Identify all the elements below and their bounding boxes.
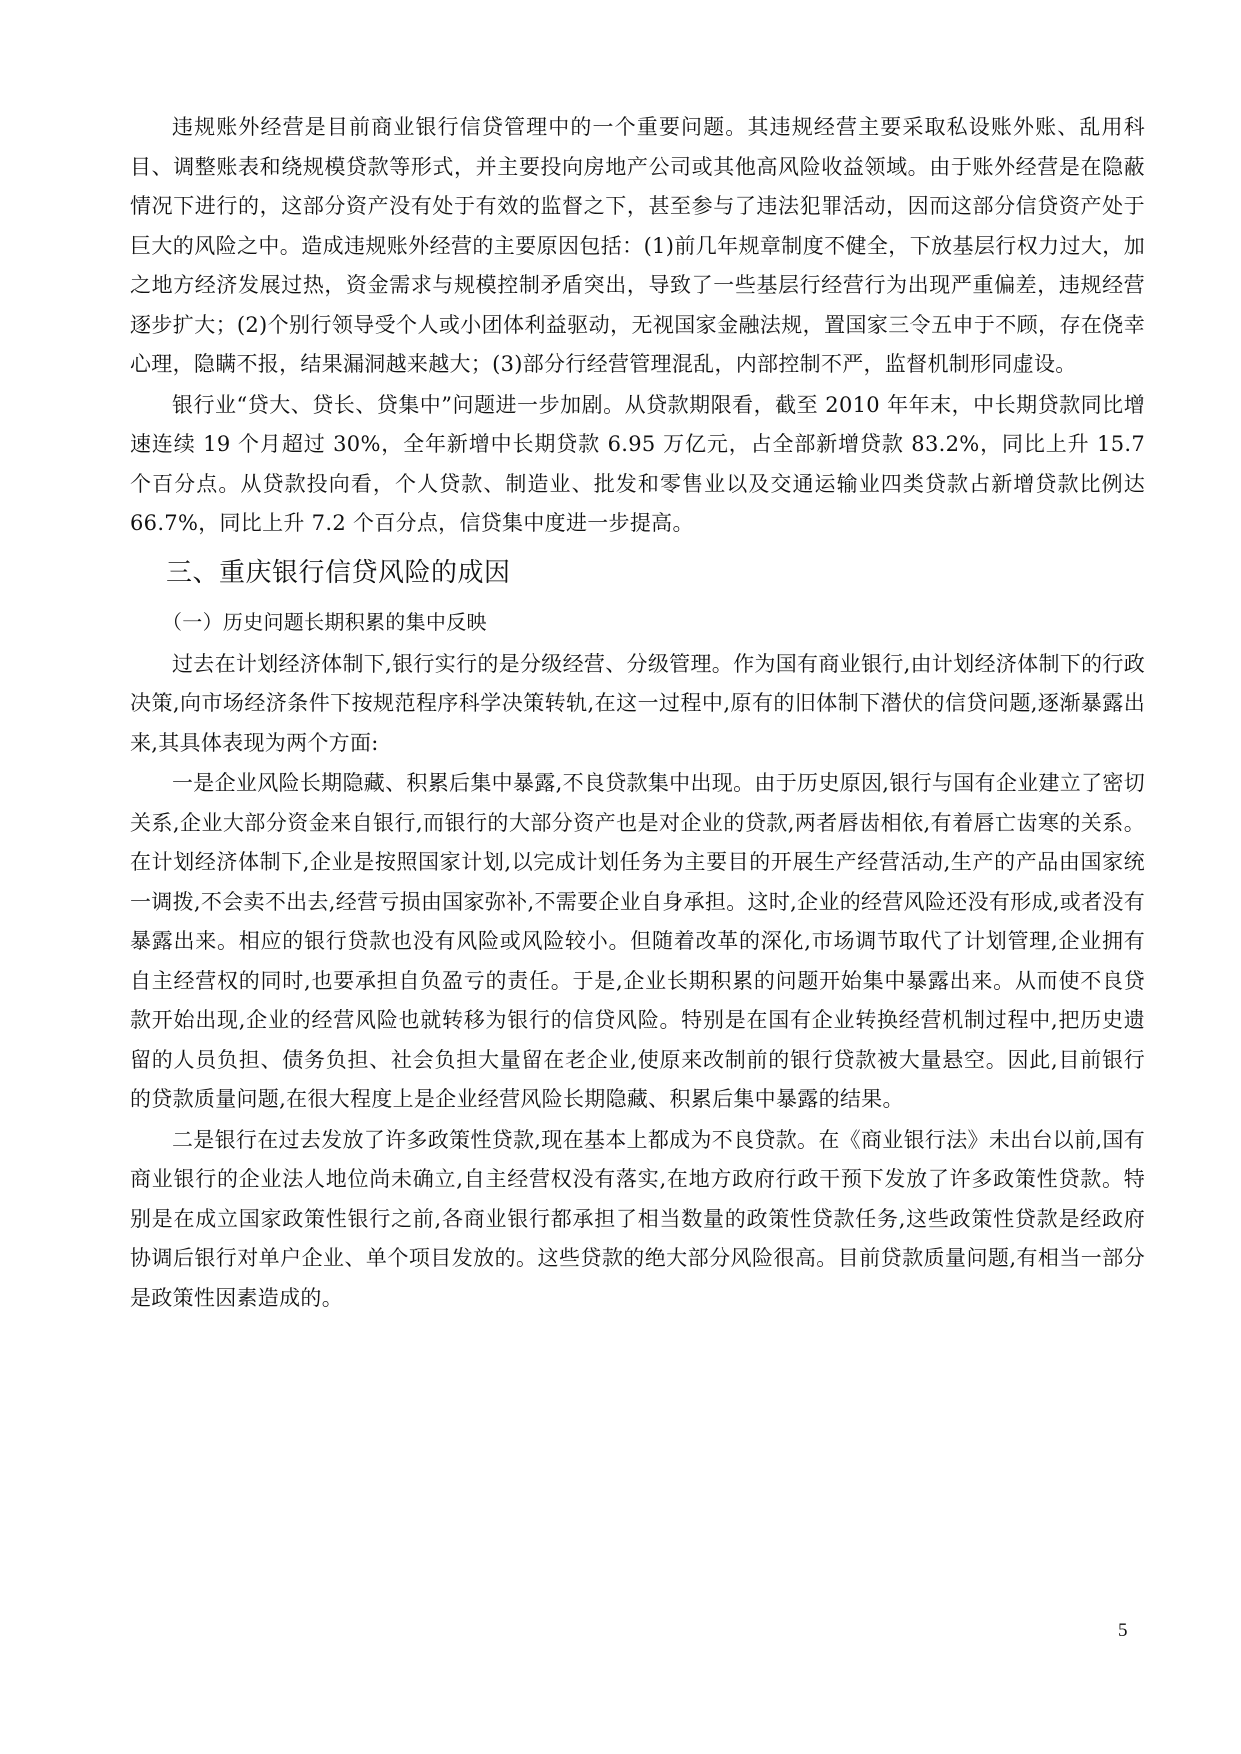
sub-title: （一）历史问题长期积累的集中反映	[162, 609, 487, 634]
paragraph-loan-concentration: 银行业“贷大、贷长、贷集中”问题进一步加剧。从贷款期限看，截至 2010 年年末，中长期贷款同比增速连续 19 个月超过 30%，全年新增中长期贷款 6.95 万亿元，占全部新增贷款 83.2%，同比上升 15.7 个百分点。从贷款投向看，个人贷款、制造业、批发和零售业以及交通运输业四类贷款占新增贷款比例达 66.7%，同比上升 7.2 个百分点，信贷集中度进一步提高。	[130, 392, 1145, 535]
page-body	[130, 108, 1145, 1318]
page-number: 5	[1118, 1620, 1128, 1641]
paragraph-enterprise-risk: 一是企业风险长期隐藏、积累后集中暴露,不良贷款集中出现。由于历史原因,银行与国有企业建立了密切关系,企业大部分资金来自银行,而银行的大部分资产也是对企业的贷款,两者唇齿相依,有着唇亡齿寒的关系。在计划经济体制下,企业是按照国家计划,以完成计划任务为主要目的开展生产经营活动,生产的产品由国家统一调拨,不会卖不出去,经营亏损由国家弥补,不需要企业自身承担。这时,企业的经营风险还没有形成,或者没有暴露出来。相应的银行贷款也没有风险或风险较小。但随着改革的深化,市场调节取代了计划管理,企业拥有自主经营权的同时,也要承担自负盈亏的责任。于是,企业长期积累的问题开始集中暴露出来。从而使不良贷款开始出现,企业的经营风险也就转移为银行的信贷风险。特别是在国有企业转换经营机制过程中,把历史遗留的人员负担、债务负担、社会负担大量留在老企业,使原来改制前的银行贷款被大量悬空。因此,目前银行的贷款质量问题,在很大程度上是企业经营风险长期隐藏、积累后集中暴露的结果。	[130, 771, 1145, 1111]
paragraph-planned-economy: 过去在计划经济体制下,银行实行的是分级经营、分级管理。作为国有商业银行,由计划经济体制下的行政决策,向市场经济条件下按规范程序科学决策转轨,在这一过程中,原有的旧体制下潜伏的信贷问题,逐渐暴露出来,其具体表现为两个方面:	[130, 651, 1145, 755]
paragraph-off-book-operations: 违规账外经营是目前商业银行信贷管理中的一个重要问题。其违规经营主要采取私设账外账、乱用科目、调整账表和绕规模贷款等形式，并主要投向房地产公司或其他高风险收益领域。由于账外经营是在隐蔽情况下进行的，这部分资产没有处于有效的监督之下，甚至参与了违法犯罪活动，因而这部分信贷资产处于巨大的风险之中。造成违规账外经营的主要原因包括：(1)前几年规章制度不健全，下放基层行权力过大，加之地方经济发展过热，资金需求与规模控制矛盾突出，导致了一些基层行经营行为出现严重偏差，违规经营逐步扩大；(2)个别行领导受个人或小团体利益驱动，无视国家金融法规，置国家三令五申于不顾，存在侥幸心理，隐瞒不报，结果漏洞越来越大；(3)部分行经营管理混乱，内部控制不严，监督机制形同虚设。	[130, 115, 1145, 376]
paragraph-policy-loans: 二是银行在过去发放了许多政策性贷款,现在基本上都成为不良贷款。在《商业银行法》未出台以前,国有商业银行的企业法人地位尚未确立,自主经营权没有落实,在地方政府行政干预下发放了许多政策性贷款。特别是在成立国家政策性银行之前,各商业银行都承担了相当数量的政策性贷款任务,这些政策性贷款是经政府协调后银行对单户企业、单个项目发放的。这些贷款的绝大部分风险很高。目前贷款质量问题,有相当一部分是政策性因素造成的。	[130, 1127, 1145, 1310]
section-title: 三、重庆银行信贷风险的成因	[166, 557, 511, 588]
